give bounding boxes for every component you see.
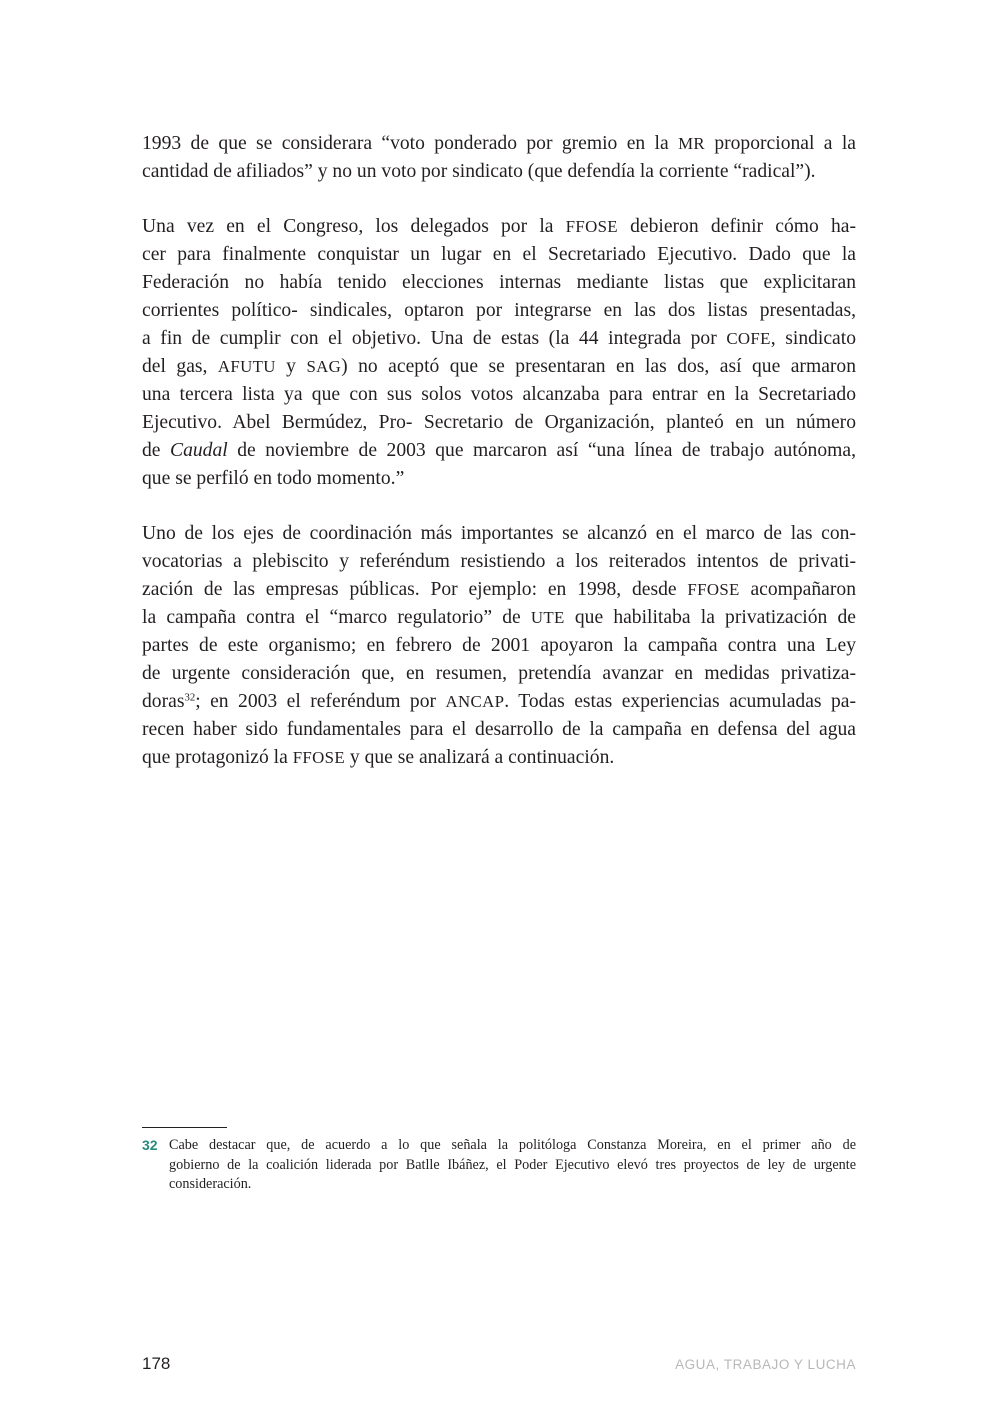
text-line: a fin de cumplir con el objetivo. Una de estas (la 44 integrada por COFE, sindicato (142, 328, 856, 349)
text-line: doras$^{32}$; en 2003 el referéndum por ANCAP. Todas estas experiencias acumuladas pa- (142, 691, 857, 712)
text-line: partes de este organismo; en febrero de 2001 apoyaron la campaña contra una Ley (142, 635, 856, 656)
footnote-divider (142, 1127, 227, 1128)
text-line: de Caudal de noviembre de 2003 que marcaron así “una línea de trabajo autónoma, (142, 440, 856, 461)
page-number: 178 (142, 1354, 171, 1373)
running-title: AGUA, TRABAJO Y LUCHA (675, 1357, 856, 1372)
body-text (142, 130, 856, 799)
text-line: de urgente consideración que, en resumen, pretendía avanzar en medidas privatiza- (142, 663, 856, 684)
text-line: vocatorias a plebiscito y referéndum resistiendo a los reiterados intentos de privati- (142, 551, 856, 572)
text-line: Una vez en el Congreso, los delegados por la FFOSE debieron definir cómo ha- (142, 216, 856, 237)
text-line: recen haber sido fundamentales para el desarrollo de la campaña en defensa del agua (142, 719, 856, 740)
text-line: que protagonizó la FFOSE y que se analizará a continuación. (142, 747, 615, 768)
footnote-line: Cabe destacar que, de acuerdo a lo que señala la politóloga Constanza Moreira, en el primer año de (169, 1137, 856, 1153)
paragraph-3 (142, 520, 856, 772)
text-line: Federación no había tenido elecciones internas mediante listas que explicitaran (142, 272, 856, 293)
text-line: Ejecutivo. Abel Bermúdez, Pro- Secretario de Organización, planteó en un número (142, 412, 856, 433)
text-line: cantidad de afiliados” y no un voto por sindicato (que defendía la corriente “radical”). (142, 161, 816, 182)
text-line: cer para finalmente conquistar un lugar en el Secretariado Ejecutivo. Dado que la (142, 244, 856, 265)
text-line: que se perfiló en todo momento.” (142, 468, 405, 489)
text-line: corrientes político- sindicales, optaron por integrarse en las dos listas presentadas, (142, 300, 856, 321)
text-line: Uno de los ejes de coordinación más importantes se alcanzó en el marco de las con- (142, 523, 856, 544)
footnote (142, 1136, 856, 1195)
text-line: una tercera lista ya que con sus solos votos alcanzaba para entrar en la Secretariado (142, 384, 856, 405)
text-line: 1993 de que se considerara “voto ponderado por gremio en la MR proporcional a la (142, 133, 856, 154)
footnote-text (169, 1136, 856, 1195)
paragraph-2 (142, 213, 856, 493)
footnote-line: consideración. (169, 1176, 252, 1192)
text-line: zación de las empresas públicas. Por ejemplo: en 1998, desde FFOSE acompañaron (142, 579, 856, 600)
text-line: del gas, AFUTU y SAG) no aceptó que se presentaran en las dos, así que armaron (142, 356, 857, 377)
footnote-number: 32 (142, 1137, 158, 1153)
footnote-line: gobierno de la coalición liderada por Batlle Ibáñez, el Poder Ejecutivo elevó tres proyectos de ley de urgente (169, 1156, 856, 1173)
text-line: la campaña contra el “marco regulatorio” de UTE que habilitaba la privatización de (142, 607, 857, 628)
paragraph-1 (142, 130, 856, 186)
